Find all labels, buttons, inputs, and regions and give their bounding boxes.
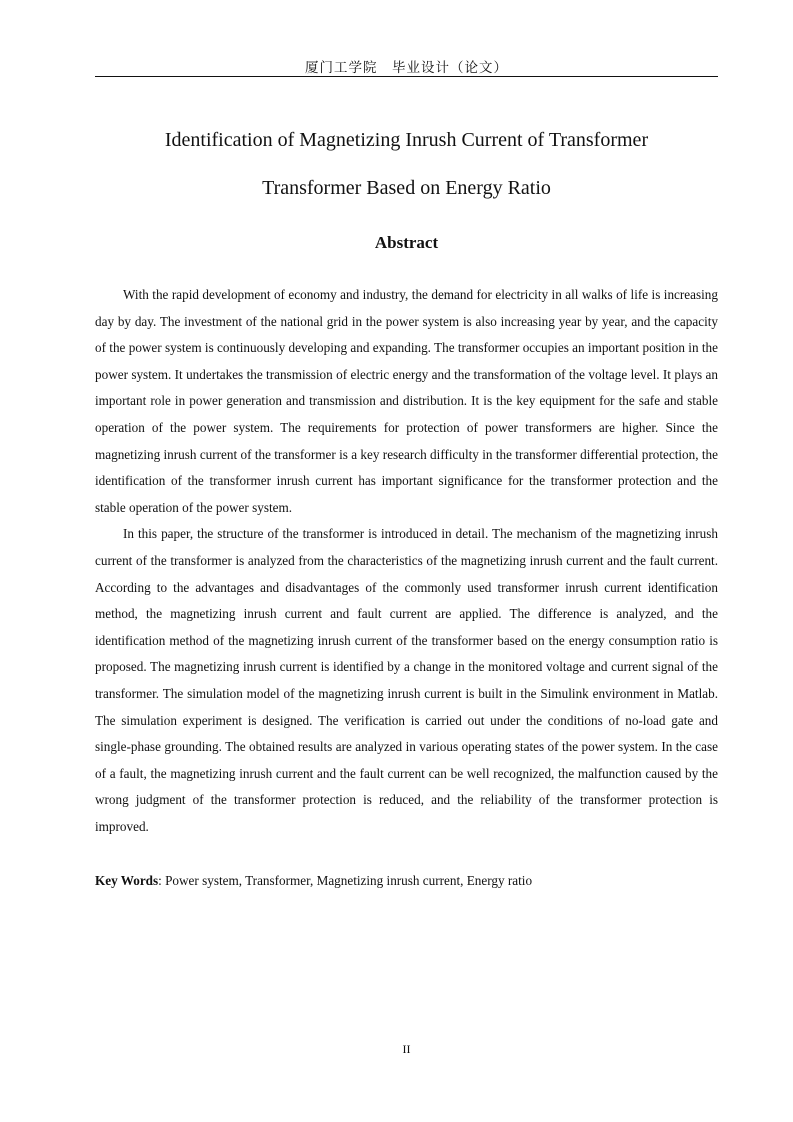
header-rule	[95, 76, 718, 77]
abstract-paragraph: With the rapid development of economy and industry, the demand for electricity in all walks of life is increasing day by day. The investment of the national grid in the power system is also increasing year by year, and the capacity of the power system is continuously developing and expanding. The transformer occupies an important position in the power system. It undertakes the transmission of electric energy and the transformation of the voltage level. It plays an important role in power generation and transmission and distribution. It is the key equipment for the safe and stable operation of the power system. The requirements for protection of power transformers are higher. Since the magnetizing inrush current of the transformer is a key research difficulty in the transformer differential protection, the identification of the transformer inrush current has important significance for the transformer protection and the stable operation of the power system.	[95, 287, 718, 515]
keywords-label: Key Words	[95, 873, 159, 888]
abstract-body	[95, 282, 718, 840]
abstract-paragraph: In this paper, the structure of the transformer is introduced in detail. The mechanism of the magnetizing inrush current of the transformer is analyzed from the characteristics of the magnetizing inrush current and the fault current. According to the advantages and disadvantages of the commonly used transformer inrush current identification method, the magnetizing inrush current and fault current are applied. The difference is analyzed, and the identification method of the magnetizing inrush current of the transformer based on the energy consumption ratio is proposed. The magnetizing inrush current is identified by a change in the monitored voltage and current signal of the transformer. The simulation model of the magnetizing inrush current is built in the Simulink environment in Matlab. The simulation experiment is designed. The verification is carried out under the conditions of no-load gate and single-phase grounding. The obtained results are analyzed in various operating states of the power system. In the case of a fault, the magnetizing inrush current and the fault current can be well recognized, the malfunction caused by the wrong judgment of the transformer protection is reduced, and the reliability of the transformer protection is improved.	[95, 526, 718, 834]
abstract-heading: Abstract	[374, 233, 439, 252]
title-line-2: Transformer Based on Energy Ratio	[262, 177, 551, 199]
page-number: II	[402, 1042, 411, 1056]
keywords-text: : Power system, Transformer, Magnetizing inrush current, Energy ratio	[158, 873, 533, 888]
keywords-line	[95, 870, 718, 892]
title-line-1: Identification of Magnetizing Inrush Current of Transformer	[164, 129, 649, 151]
running-header: 厦门工学院 毕业设计（论文）	[305, 60, 508, 75]
